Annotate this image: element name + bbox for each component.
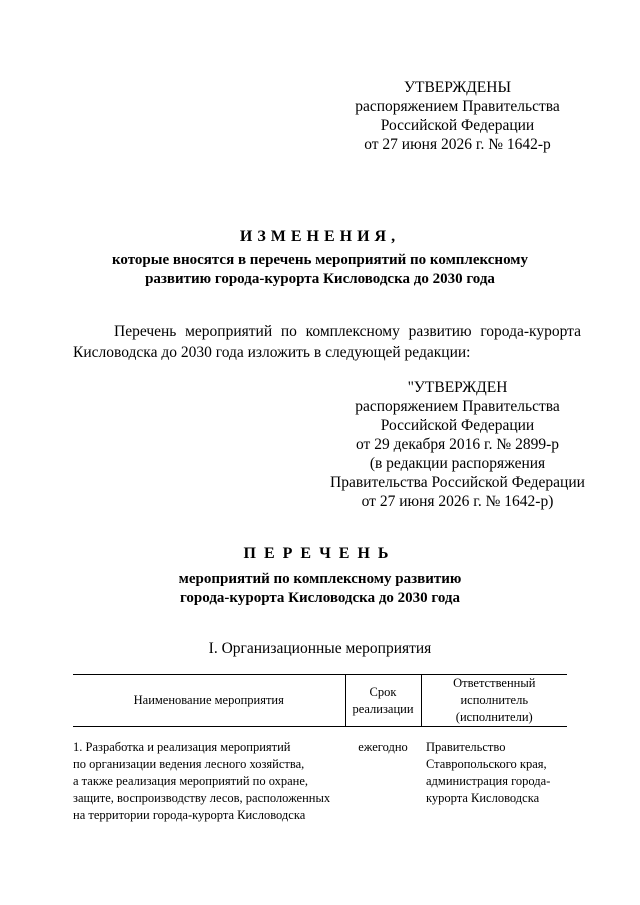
approval-line: Российской Федерации	[380, 117, 535, 134]
approval-block	[335, 78, 580, 154]
list-title: ПЕРЕЧЕНЬ	[243, 545, 397, 562]
approval-line: от 29 декабря 2016 г. № 2899-р	[356, 436, 559, 453]
list-subtitle	[80, 570, 560, 608]
table-spacer	[73, 727, 567, 740]
approval-line: распоряжением Правительства	[355, 398, 560, 415]
subtitle-line: которые вносятся в перечень мероприятий по комплексному	[111, 252, 529, 268]
approval-line: от 27 июня 2026 г. № 1642-р	[364, 136, 551, 153]
subtitle-line: города-курорта Кисловодска до 2030 года	[179, 590, 461, 606]
measure-name: 1. Разработка и реализация мероприятий по организации ведения лесного хозяйства, а также реализация мероприятий по охране, защите, воспроизводству лесов, расположенных на территории города-курорта Кисловодска	[73, 740, 331, 822]
subtitle-line: развитию города-курорта Кисловодска до 2030 года	[145, 271, 495, 287]
approval-title: УТВЕРЖДЕНЫ	[404, 79, 511, 96]
approval-line: распоряжением Правительства	[355, 98, 560, 115]
header-name: Наименование мероприятия	[73, 675, 345, 727]
header-responsible: Ответственный исполнитель (исполнители)	[421, 675, 567, 727]
measure-term: ежегодно	[358, 740, 408, 754]
approval-title: "УТВЕРЖДЕН	[407, 379, 508, 396]
table-header-row	[73, 675, 567, 727]
header-term: Срок реализации	[345, 675, 421, 727]
subtitle-line: мероприятий по комплексному развитию	[178, 571, 462, 587]
intro-paragraph	[73, 321, 581, 363]
intro-text: Перечень мероприятий по комплексному развитию города-курорта Кисловодска до 2030 года изложить в следующей редакции:	[73, 323, 581, 361]
quoted-approval-block	[320, 378, 595, 511]
table-row	[73, 739, 567, 824]
approval-line: (в редакции распоряжения	[369, 455, 546, 472]
approval-line: от 27 июня 2026 г. № 1642-р)	[361, 493, 554, 510]
approval-line: Российской Федерации	[380, 417, 535, 434]
measure-responsible: Правительство Ставропольского края, администрация города- курорта Кисловодска	[426, 740, 551, 805]
approval-line: Правительства Российской Федерации	[330, 474, 585, 491]
changes-subtitle	[80, 251, 560, 289]
changes-title: ИЗМЕНЕНИЯ,	[239, 228, 401, 245]
section-title: I. Организационные мероприятия	[208, 640, 432, 657]
measures-table	[73, 674, 567, 824]
